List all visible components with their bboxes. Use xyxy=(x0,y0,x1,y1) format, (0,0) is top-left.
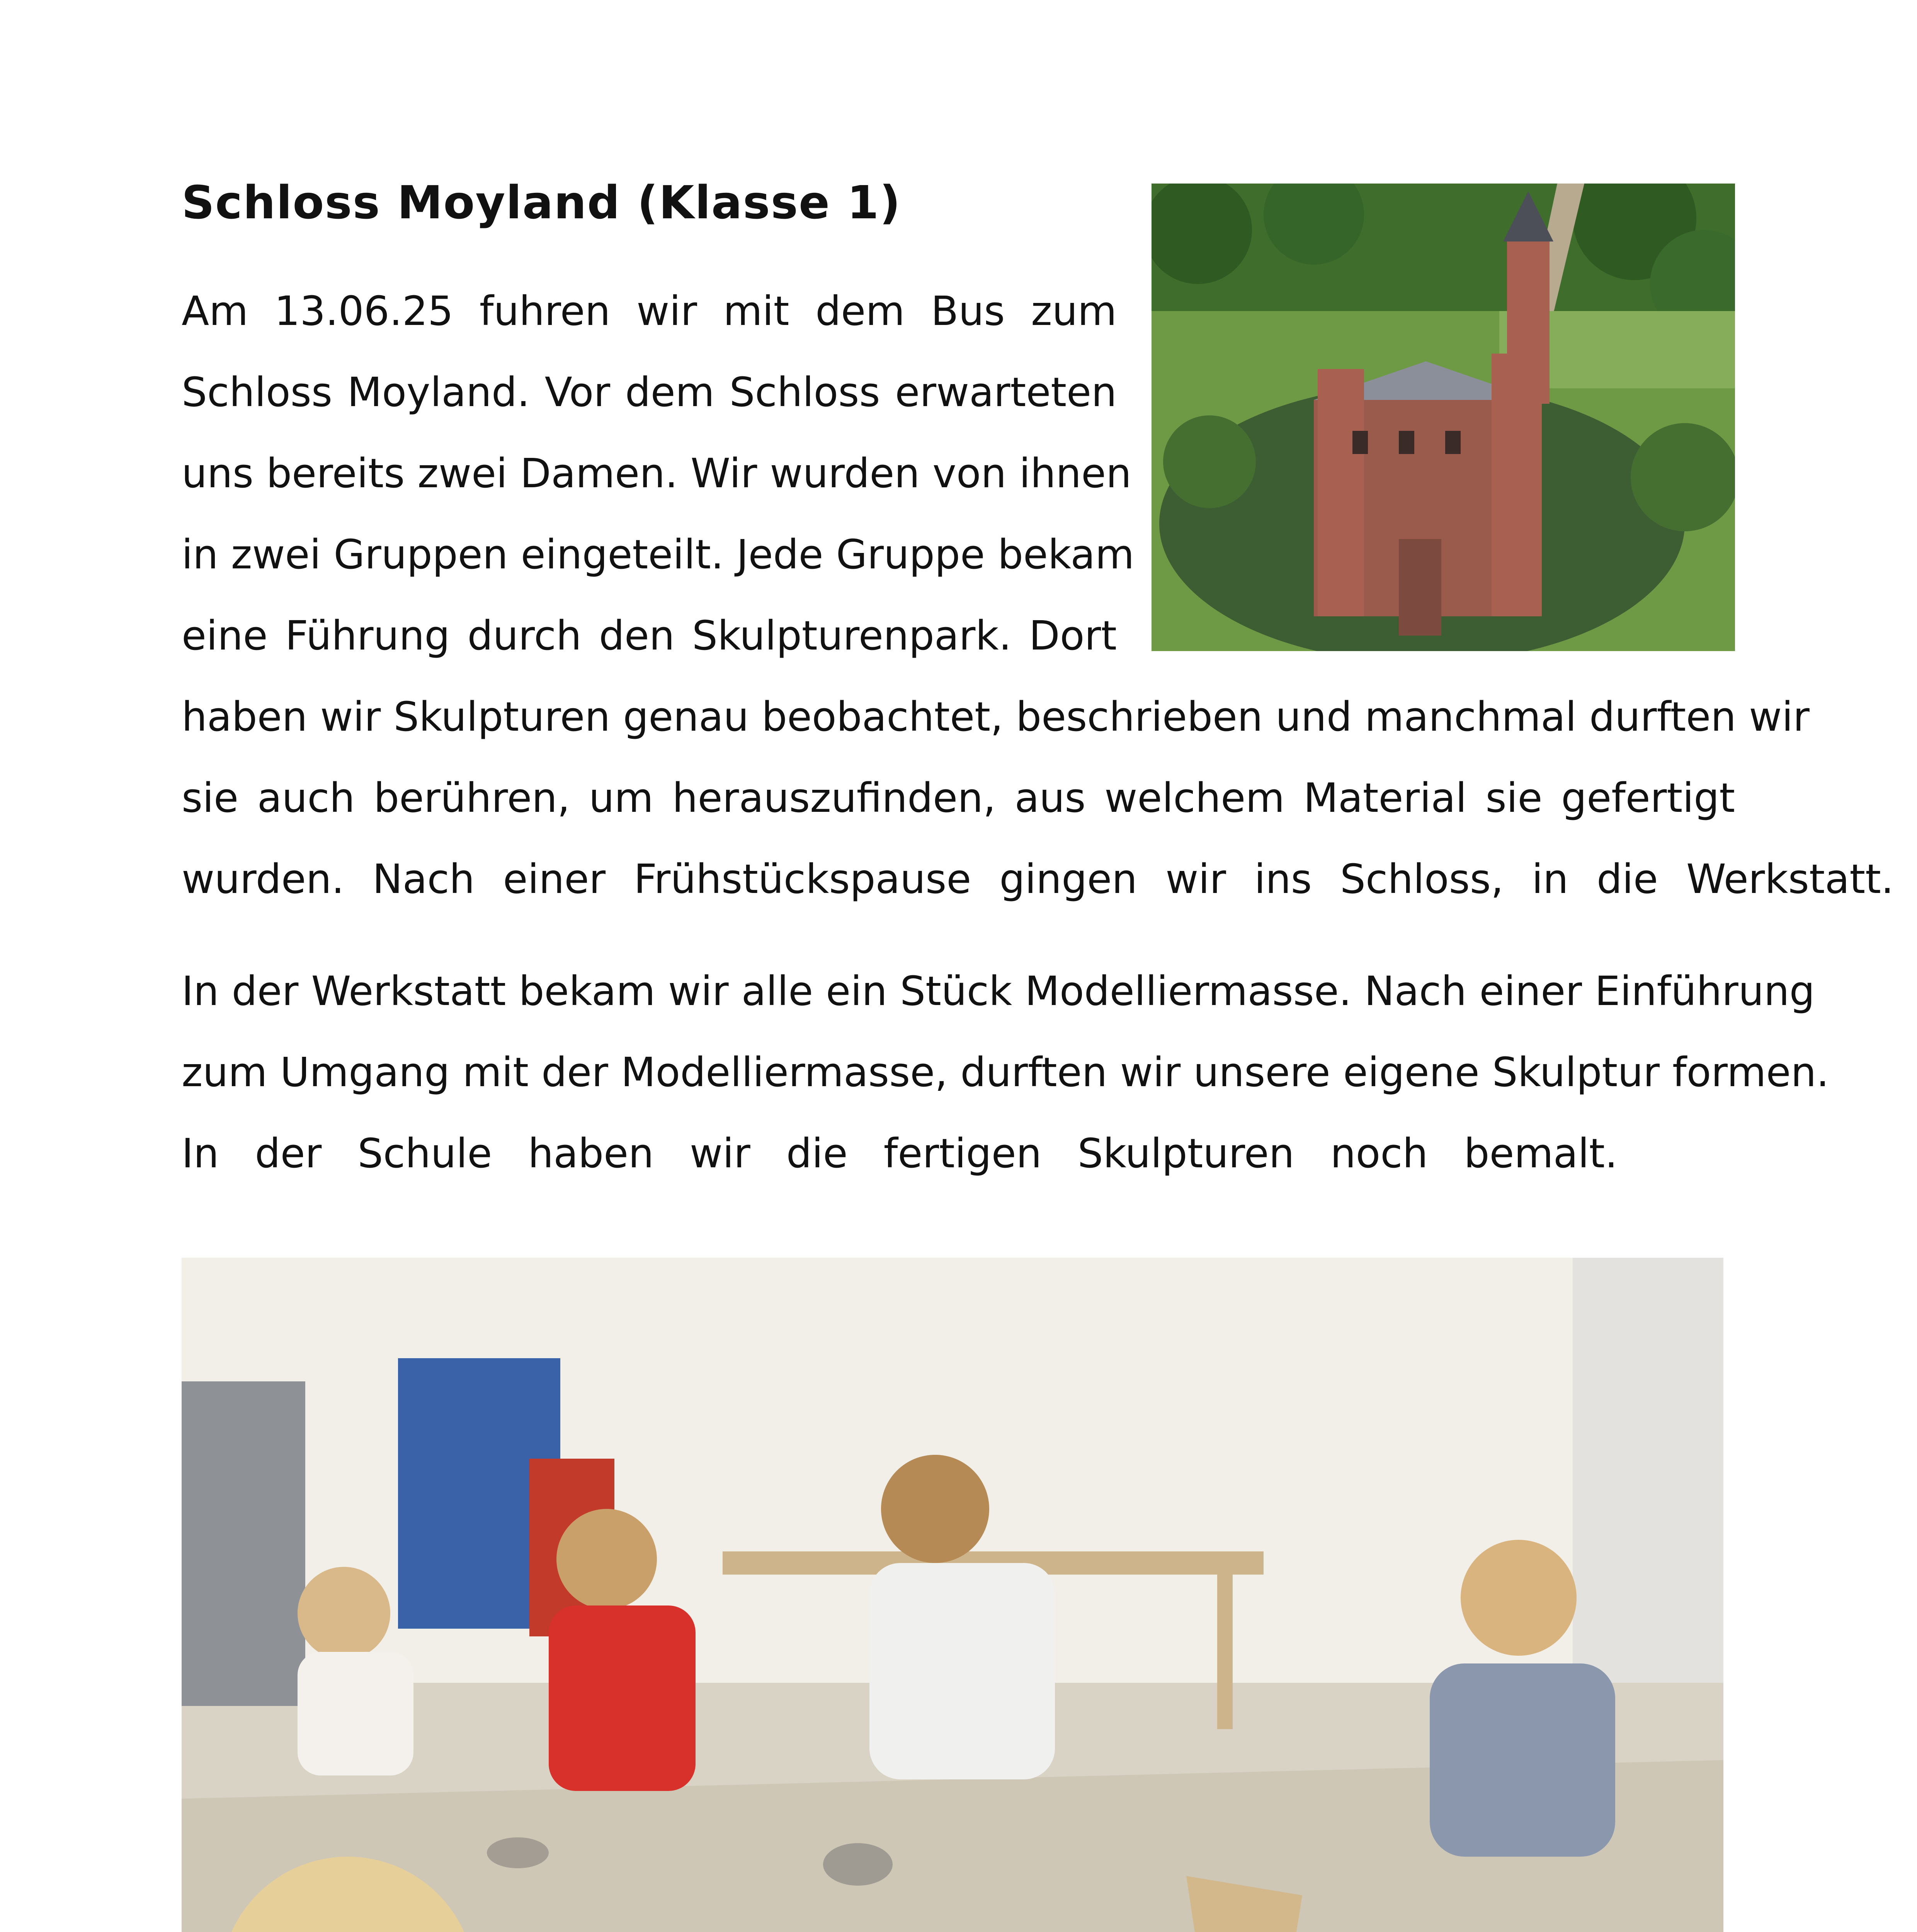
text-line: in zwei Gruppen eingeteilt. Jede Gruppe bekam xyxy=(182,531,1135,578)
paragraph-2 xyxy=(182,951,1829,1194)
workshop-photo xyxy=(182,1258,1723,1932)
text-line: sie auch berühren, um herauszufinden, aus welchem Material sie gefertigt xyxy=(182,774,1735,821)
page-title: Schloss Moyland (Klasse 1) xyxy=(182,176,902,229)
text-line: Am 13.06.25 fuhren wir mit dem Bus zum xyxy=(182,287,1117,335)
text-line: In der Schule haben wir die fertigen Skulpturen noch bemalt. xyxy=(182,1130,1618,1177)
castle-photo xyxy=(1152,184,1735,651)
text-line: zum Umgang mit der Modelliermasse, durften wir unsere eigene Skulptur formen. xyxy=(182,1049,1829,1096)
text-line: uns bereits zwei Damen. Wir wurden von ihnen xyxy=(182,450,1132,497)
text-line: Schloss Moyland. Vor dem Schloss erwarteten xyxy=(182,369,1117,416)
intro-text xyxy=(182,270,1135,676)
text-line: eine Führung durch den Skulpturenpark. Dort xyxy=(182,612,1117,659)
paragraph-1 xyxy=(182,676,1894,920)
text-line: In der Werkstatt bekam wir alle ein Stück Modelliermasse. Nach einer Einführung xyxy=(182,968,1815,1015)
text-line: haben wir Skulpturen genau beobachtet, beschrieben und manchmal durften wir xyxy=(182,693,1810,740)
text-line: wurden. Nach einer Frühstückspause gingen wir ins Schloss, in die Werkstatt. xyxy=(182,855,1894,903)
